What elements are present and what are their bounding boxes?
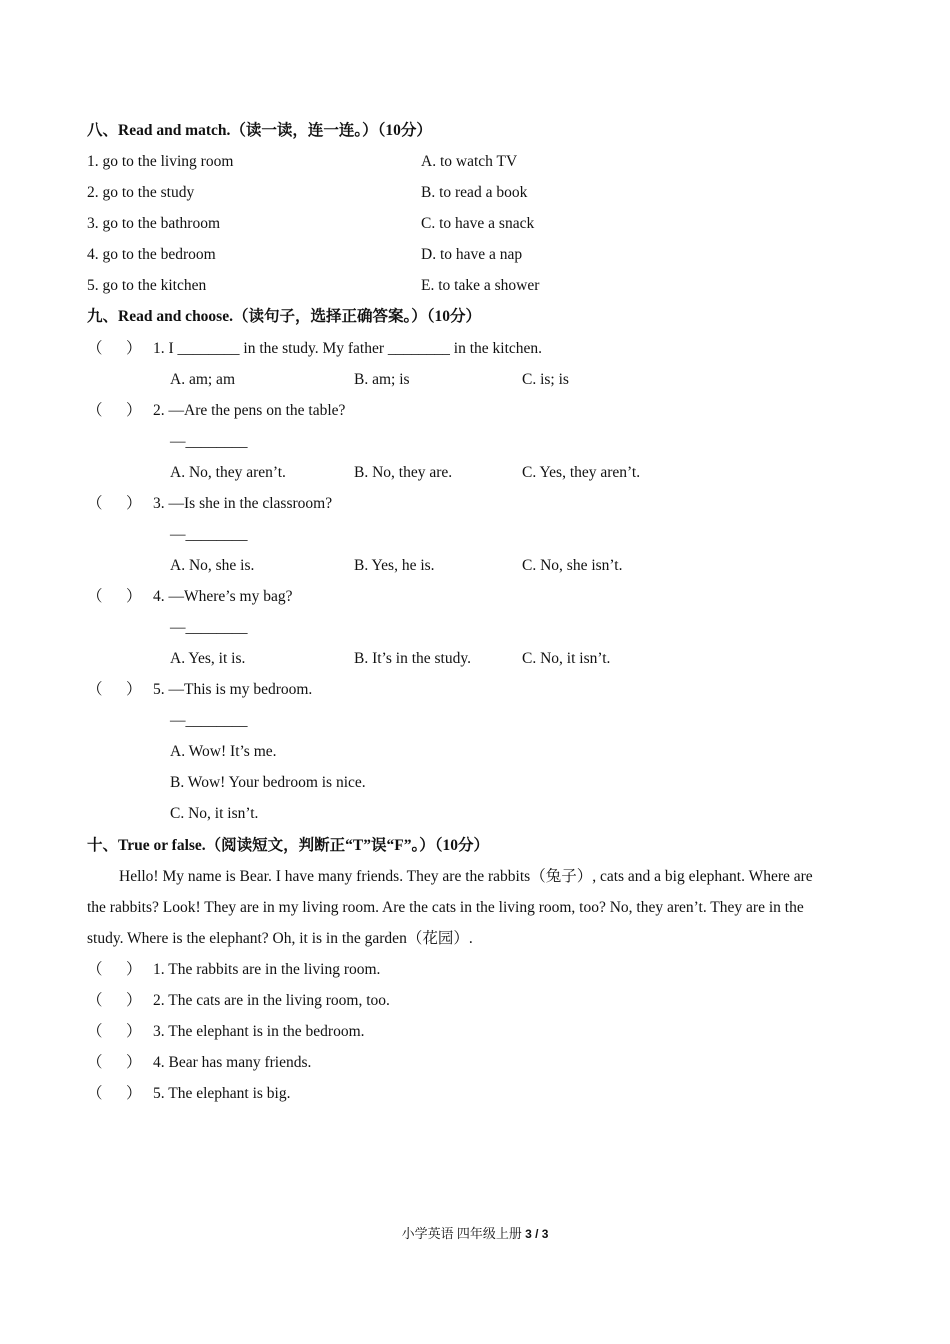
option-b: B. It’s in the study. xyxy=(354,650,471,667)
section-10-title: 十、True or false.（阅读短文，判断正“T”误“F”。）（10分） xyxy=(87,837,489,854)
answer-paren-close: ） xyxy=(126,992,142,1009)
answer-paren-open: （ xyxy=(87,588,103,605)
match-right-c: C. to have a snack xyxy=(421,215,535,232)
option-b: B. No, they are. xyxy=(354,464,453,481)
tf-item-1: 1. The rabbits are in the living room. xyxy=(153,961,381,978)
answer-blank: —________ xyxy=(170,619,248,636)
answer-paren-close: ） xyxy=(126,402,142,419)
answer-paren-close: ） xyxy=(126,340,142,357)
match-left-4: 4. go to the bedroom xyxy=(87,246,216,263)
option-a: A. No, they aren’t. xyxy=(170,464,286,481)
tf-item-3: 3. The elephant is in the bedroom. xyxy=(153,1023,365,1040)
answer-paren-open: （ xyxy=(87,961,103,978)
match-left-3: 3. go to the bathroom xyxy=(87,215,221,232)
option-c: C. No, it isn’t. xyxy=(170,805,259,822)
match-left-5: 5. go to the kitchen xyxy=(87,277,207,294)
answer-paren-open: （ xyxy=(87,1054,103,1071)
tf-item-2: 2. The cats are in the living room, too. xyxy=(153,992,390,1009)
answer-paren-close: ） xyxy=(126,681,142,698)
answer-paren-close: ） xyxy=(126,1085,142,1102)
answer-blank: —________ xyxy=(170,433,248,450)
tf-item-4: 4. Bear has many friends. xyxy=(153,1054,312,1071)
page-number: 3 / 3 xyxy=(525,1227,549,1241)
footer-text: 小学英语 四年级上册 xyxy=(401,1226,526,1241)
answer-paren-open: （ xyxy=(87,1023,103,1040)
question-text: 1. I ________ in the study. My father ________ in the kitchen. xyxy=(153,340,543,357)
option-c: C. is; is xyxy=(522,371,569,388)
section-8-title: 八、Read and match.（读一读，连一连。）（10分） xyxy=(87,122,432,139)
match-right-e: E. to take a shower xyxy=(421,277,540,294)
option-b: B. Wow! Your bedroom is nice. xyxy=(170,774,366,791)
option-a: A. am; am xyxy=(170,371,235,388)
question-text: 3. —Is she in the classroom? xyxy=(153,495,333,512)
answer-paren-close: ） xyxy=(126,588,142,605)
option-a: A. Wow! It’s me. xyxy=(170,743,277,760)
option-a: A. No, she is. xyxy=(170,557,255,574)
match-left-1: 1. go to the living room xyxy=(87,153,234,170)
option-c: C. No, she isn’t. xyxy=(522,557,623,574)
answer-blank: —________ xyxy=(170,712,248,729)
match-right-a: A. to watch TV xyxy=(421,153,518,170)
answer-paren-open: （ xyxy=(87,402,103,419)
question-text: 2. —Are the pens on the table? xyxy=(153,402,346,419)
answer-paren-open: （ xyxy=(87,681,103,698)
answer-blank: —________ xyxy=(170,526,248,543)
answer-paren-close: ） xyxy=(126,961,142,978)
answer-paren-close: ） xyxy=(126,495,142,512)
option-c: C. Yes, they aren’t. xyxy=(522,464,641,481)
page-footer xyxy=(0,1225,950,1243)
passage-line-3: study. Where is the elephant? Oh, it is in the garden（花园）. xyxy=(87,930,473,947)
answer-paren-open: （ xyxy=(87,992,103,1009)
passage-line-2: the rabbits? Look! They are in my living room. Are the cats in the living room, too? No, they aren’t. They are in the xyxy=(87,899,804,916)
passage-line-1: Hello! My name is Bear. I have many friends. They are the rabbits（兔子）, cats and a big elephant. Where are xyxy=(119,868,813,885)
question-text: 5. —This is my bedroom. xyxy=(153,681,313,698)
section-9-title: 九、Read and choose.（读句子，选择正确答案。）（10分） xyxy=(87,308,481,325)
match-right-b: B. to read a book xyxy=(421,184,528,201)
answer-paren-close: ） xyxy=(126,1023,142,1040)
tf-item-5: 5. The elephant is big. xyxy=(153,1085,291,1102)
option-c: C. No, it isn’t. xyxy=(522,650,611,667)
option-b: B. Yes, he is. xyxy=(354,557,435,574)
answer-paren-open: （ xyxy=(87,495,103,512)
answer-paren-close: ） xyxy=(126,1054,142,1071)
question-text: 4. —Where’s my bag? xyxy=(153,588,293,605)
match-right-d: D. to have a nap xyxy=(421,246,523,263)
answer-paren-open: （ xyxy=(87,1085,103,1102)
option-a: A. Yes, it is. xyxy=(170,650,246,667)
match-left-2: 2. go to the study xyxy=(87,184,195,201)
option-b: B. am; is xyxy=(354,371,410,388)
answer-paren-open: （ xyxy=(87,340,103,357)
